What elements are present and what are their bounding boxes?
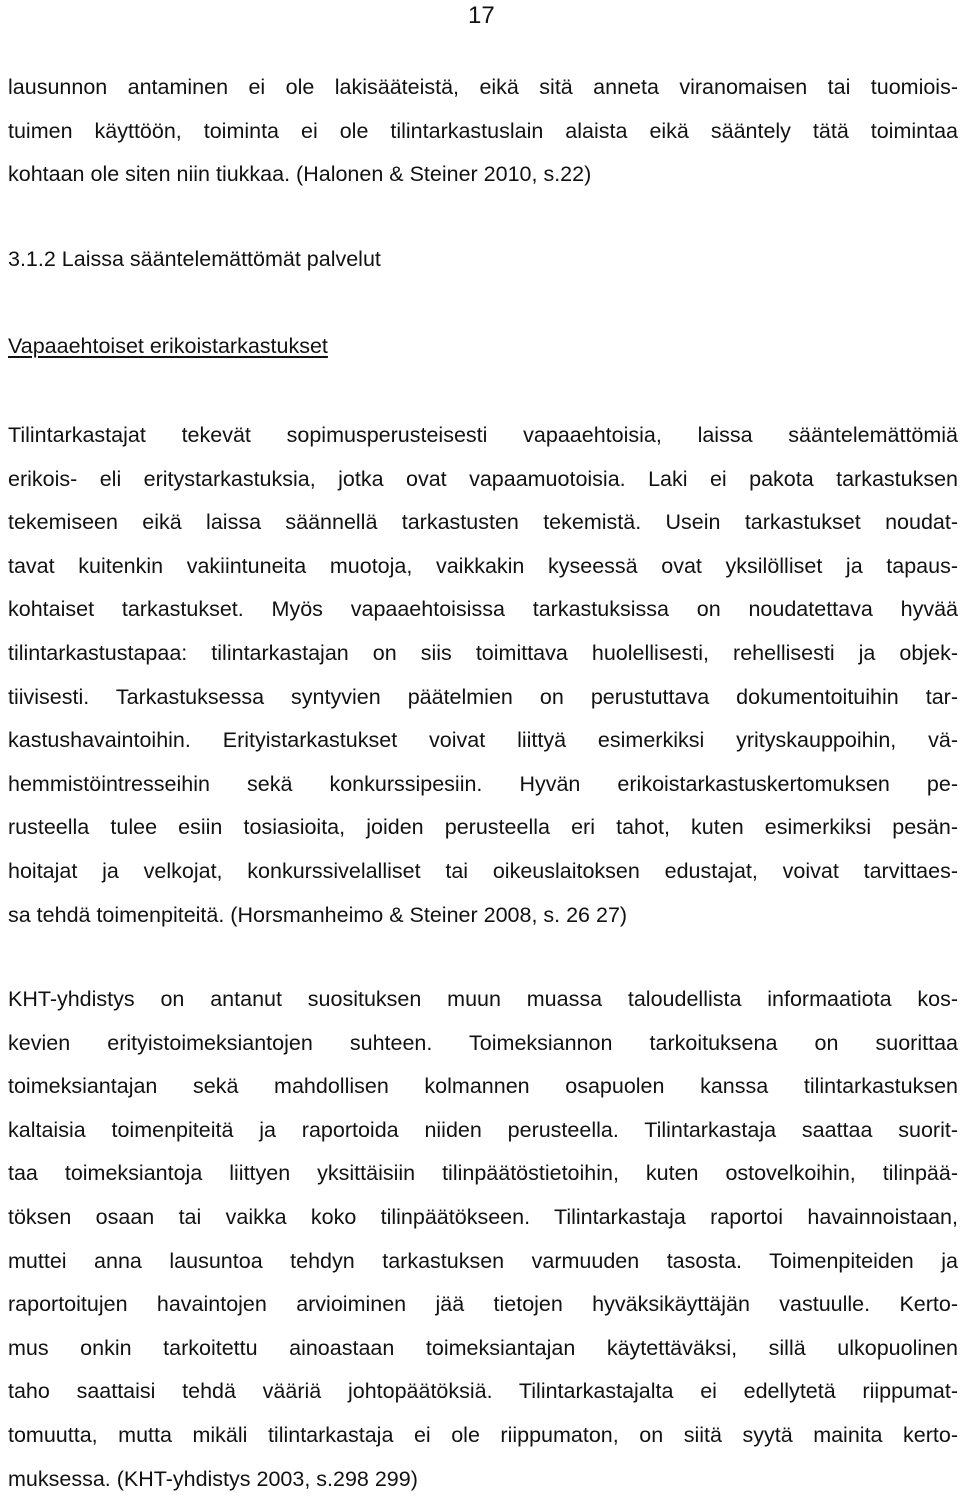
text-line: mus onkin tarkoitettu ainoastaan toimeksiantajan käytettäväksi, sillä ulkopuolinen — [8, 1335, 958, 1360]
text-line: hemmistöintresseihin sekä konkurssipesiin. Hyvän erikoistarkastuskertomuksen pe- — [8, 771, 958, 796]
text-line: kohtaan ole siten niin tiukkaa. (Halonen & Steiner 2010, s.22) — [8, 162, 592, 187]
text-line: kevien erityistoimeksiantojen suhteen. Toimeksiannon tarkoituksena on suorittaa — [8, 1030, 958, 1055]
text-line: rusteella tulee esiin tosiasioita, joiden perusteella eri tahot, kuten esimerkiksi pesän- — [8, 815, 958, 840]
text-line: lausunnon antaminen ei ole lakisääteistä, eikä sitä anneta viranomaisen tai tuomiois- — [8, 75, 958, 99]
text-line: KHT-yhdistys on antanut suosituksen muun muassa taloudellista informaatiota kos- — [8, 987, 958, 1011]
text-line: muksessa. (KHT-yhdistys 2003, s.298 299) — [8, 1466, 418, 1491]
paragraph-1 — [8, 66, 958, 197]
text-line: erikois- eli eritystarkastuksia, jotka ovat vapaamuotoisia. Laki ei pakota tarkastuksen — [8, 466, 958, 491]
subheading-text: Vapaaehtoiset erikoistarkastukset — [8, 334, 328, 358]
text-line: muttei anna lausuntoa tehdyn tarkastuksen varmuuden tasosta. Toimenpiteiden ja — [8, 1248, 958, 1273]
subheading — [8, 325, 958, 369]
text-line: tiivisesti. Tarkastuksessa syntyvien päätelmien on perustuttava dokumentoituihin tar- — [8, 684, 958, 709]
text-line: toimeksiantajan sekä mahdollisen kolmannen osapuolen kanssa tilintarkastuksen — [8, 1074, 958, 1099]
text-line: tekemiseen eikä laissa säännellä tarkastusten tekemistä. Usein tarkastukset noudat- — [8, 510, 958, 535]
paragraph-2 — [8, 414, 958, 937]
text-line: tavat kuitenkin vakiintuneita muotoja, vaikkakin kyseessä ovat yksilölliset ja tapaus- — [8, 553, 958, 578]
text-line: kohtaiset tarkastukset. Myös vapaaehtoisissa tarkastuksissa on noudatettava hyvää — [8, 597, 958, 622]
text-line: tomuutta, mutta mikäli tilintarkastaja ei ole riippumaton, on siitä syytä mainita kerto- — [8, 1422, 958, 1447]
text-line: hoitajat ja velkojat, konkurssivelalliset tai oikeuslaitoksen edustajat, voivat tarvittaes- — [8, 858, 958, 883]
paragraph-3 — [8, 978, 958, 1501]
text-line: taa toimeksiantoja liittyen yksittäisiin tilinpäätöstietoihin, kuten ostovelkoihin, tilinpää- — [8, 1161, 958, 1186]
page-number: 17 — [468, 2, 495, 29]
text-line: kastushavaintoihin. Erityistarkastukset voivat liittyä esimerkiksi yrityskauppoihin, vä- — [8, 728, 958, 753]
section-heading-text: 3.1.2 Laissa sääntelemättömät palvelut — [8, 247, 381, 271]
text-line: töksen osaan tai vaikka koko tilinpäätökseen. Tilintarkastaja raportoi havainnoistaan, — [8, 1204, 958, 1229]
text-line: taho saattaisi tehdä vääriä johtopäätöksiä. Tilintarkastajalta ei edellytetä riippumat- — [8, 1379, 958, 1404]
text-line: raportoitujen havaintojen arvioiminen jää tietojen hyväksikäyttäjän vastuulle. Kerto- — [8, 1292, 958, 1317]
text-line: tilintarkastustapaa: tilintarkastajan on siis toimittava huolellisesti, rehellisesti ja objek- — [8, 640, 958, 665]
text-line: kaltaisia toimenpiteitä ja raportoida niiden perusteella. Tilintarkastaja saattaa suorit- — [8, 1117, 958, 1142]
text-line: tuimen käyttöön, toiminta ei ole tilintarkastuslain alaista eikä sääntely tätä toimintaa — [8, 118, 958, 143]
text-line: Tilintarkastajat tekevät sopimusperusteisesti vapaaehtoisia, laissa sääntelemättömiä — [8, 423, 958, 447]
section-heading — [8, 238, 958, 282]
text-line: sa tehdä toimenpiteitä. (Horsmanheimo & Steiner 2008, s. 26 27) — [8, 902, 628, 927]
